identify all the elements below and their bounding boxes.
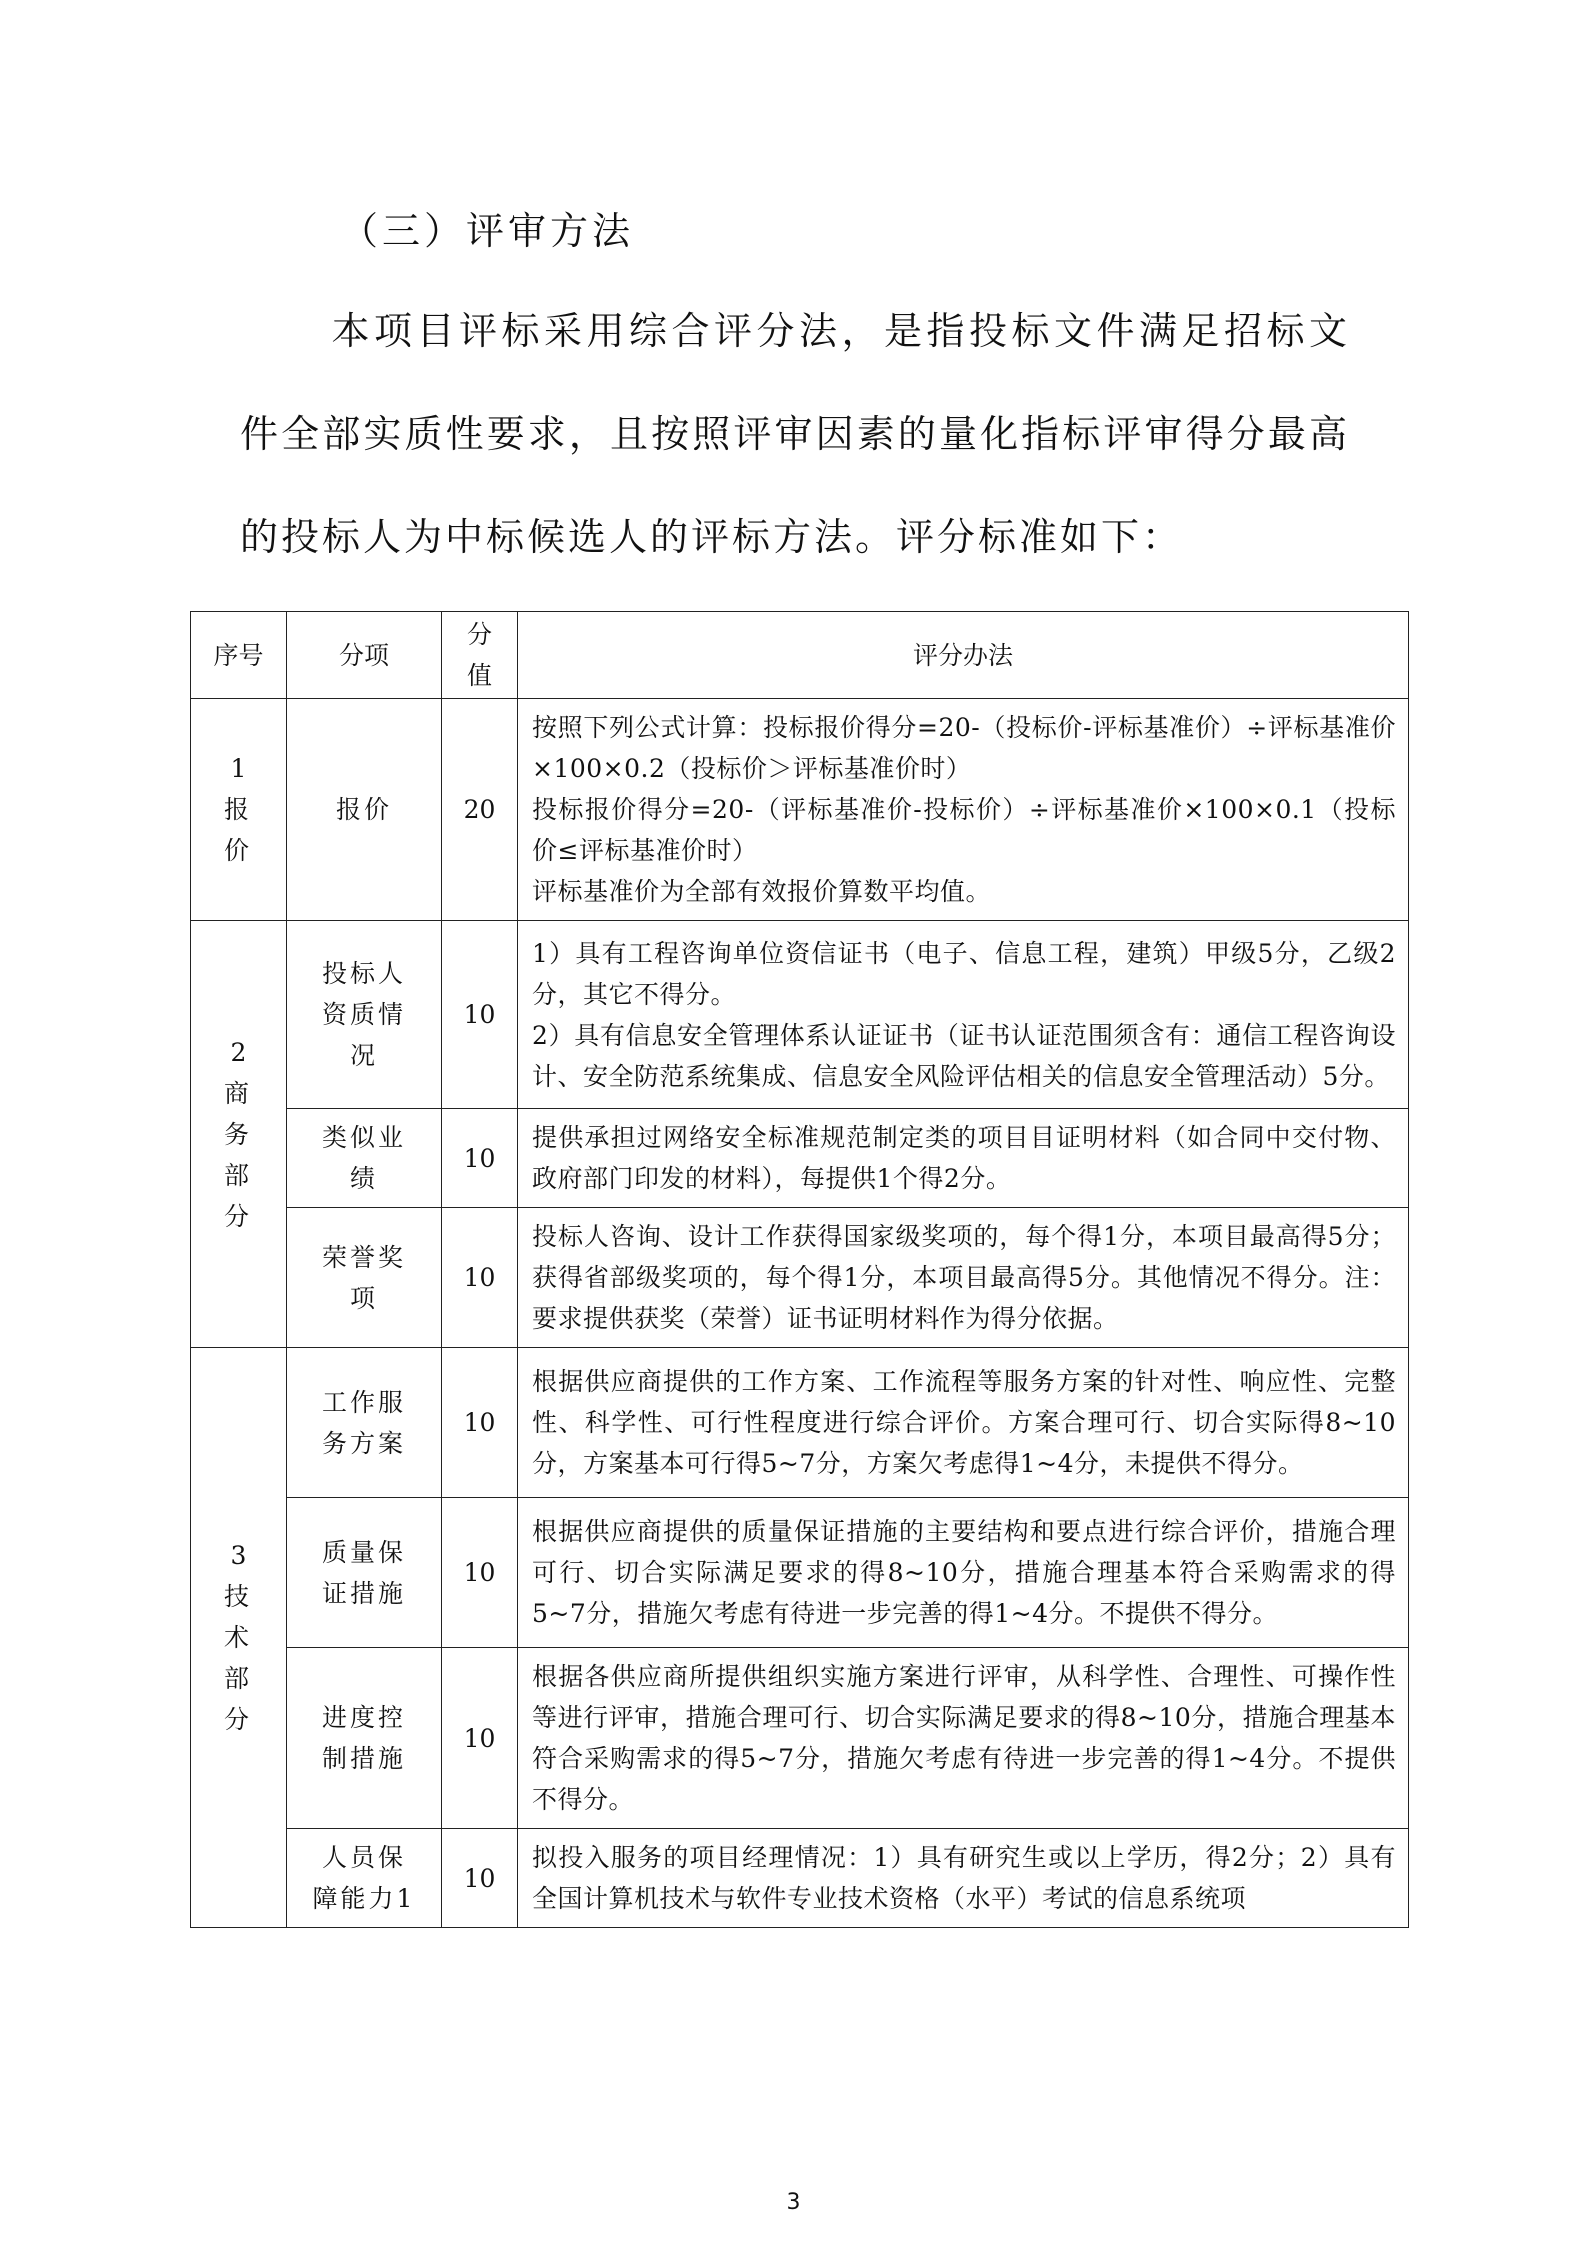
method-line: 2）具有信息安全管理体系认证证书（证书认证范围须含有：通信工程咨询设计、安全防范系统集成、信息安全风险评估相关的信息安全管理活动）5分。 <box>532 1020 1396 1091</box>
table-row <box>191 1109 1409 1208</box>
page-number: 3 <box>786 2190 801 2215</box>
score-cell: 10 <box>442 1348 518 1498</box>
method-cell <box>518 1829 1409 1928</box>
group-name: 技术部分 <box>223 1582 253 1734</box>
score-cell: 10 <box>442 1109 518 1208</box>
table-row <box>191 1348 1409 1498</box>
item-cell: 人员保障能力1 <box>287 1829 442 1928</box>
group-seq: 2 <box>230 1037 247 1067</box>
method-cell <box>518 699 1409 921</box>
intro-paragraph <box>240 280 1350 589</box>
table-row <box>191 1498 1409 1648</box>
group-seq: 1 <box>230 754 247 783</box>
table-body <box>191 699 1409 1928</box>
method-cell <box>518 1348 1409 1498</box>
score-cell: 10 <box>442 1829 518 1928</box>
group-seq-cell <box>191 921 287 1348</box>
score-cell: 10 <box>442 921 518 1109</box>
table-header-row <box>191 612 1409 699</box>
header-seq: 序号 <box>191 612 287 699</box>
group-name: 报价 <box>223 795 253 865</box>
group-seq-cell <box>191 699 287 921</box>
method-line: 投标人咨询、设计工作获得国家级奖项的，每个得1分，本项目最高得5分；获得省部级奖项的，每个得1分，本项目最高得5分。其他情况不得分。注：要求提供获奖（荣誉）证书证明材料作为得分依据。 <box>532 1222 1396 1333</box>
item-cell: 投标人资质情况 <box>287 921 442 1109</box>
header-score: 分值 <box>442 612 518 699</box>
method-line: 投标报价得分=20-（评标基准价-投标价）÷评标基准价×100×0.1（投标价≤评标基准价时） <box>532 795 1396 865</box>
table-row <box>191 1648 1409 1829</box>
method-line: 1）具有工程咨询单位资信证书（电子、信息工程，建筑）甲级5分，乙级2分，其它不得分。 <box>532 938 1396 1009</box>
method-cell <box>518 921 1409 1109</box>
score-cell: 10 <box>442 1208 518 1348</box>
group-seq: 3 <box>230 1541 247 1570</box>
method-line: 根据供应商提供的工作方案、工作流程等服务方案的针对性、响应性、完整性、科学性、可行性程度进行综合评价。方案合理可行、切合实际得8~10分，方案基本可行得5~7分，方案欠考虑得1~4分，未提供不得分。 <box>532 1367 1396 1478</box>
intro-text: 本项目评标采用综合评分法，是指投标文件满足招标文件全部实质性要求，且按照评审因素的量化指标评审得分最高的投标人为中标候选人的评标方法。评分标准如下： <box>240 309 1350 559</box>
table-row <box>191 1208 1409 1348</box>
table-row <box>191 699 1409 921</box>
item-cell: 荣誉奖项 <box>287 1208 442 1348</box>
item-cell: 工作服务方案 <box>287 1348 442 1498</box>
header-item: 分项 <box>287 612 442 699</box>
table-row <box>191 1829 1409 1928</box>
method-line: 按照下列公式计算：投标报价得分=20-（投标价-评标基准价）÷评标基准价×100×0.2（投标价＞评标基准价时） <box>532 713 1396 783</box>
method-line: 拟投入服务的项目经理情况：1）具有研究生或以上学历，得2分；2）具有全国计算机技术与软件专业技术资格（水平）考试的信息系统项 <box>532 1843 1396 1913</box>
section-heading: （三）评审方法 <box>340 209 635 253</box>
score-cell: 10 <box>442 1498 518 1648</box>
header-method: 评分办法 <box>518 612 1409 699</box>
group-name: 商务部分 <box>223 1078 253 1231</box>
method-cell <box>518 1208 1409 1348</box>
item-cell: 质量保证措施 <box>287 1498 442 1648</box>
method-line: 根据供应商提供的质量保证措施的主要结构和要点进行综合评价，措施合理可行、切合实际满足要求的得8~10分，措施合理基本符合采购需求的得5~7分，措施欠考虑有待进一步完善的得1~4分。不提供不得分。 <box>532 1517 1396 1628</box>
method-cell <box>518 1648 1409 1829</box>
method-line: 提供承担过网络安全标准规范制定类的项目目证明材料（如合同中交付物、政府部门印发的材料），每提供1个得2分。 <box>532 1123 1396 1193</box>
table-row <box>191 921 1409 1109</box>
method-line: 评标基准价为全部有效报价算数平均值。 <box>532 877 992 906</box>
method-line: 根据各供应商所提供组织实施方案进行评审，从科学性、合理性、可操作性等进行评审，措施合理可行、切合实际满足要求的得8~10分，措施合理基本符合采购需求的得5~7分，措施欠考虑有待进一步完善的得1~4分。不提供不得分。 <box>532 1662 1396 1814</box>
item-cell: 进度控制措施 <box>287 1648 442 1829</box>
group-seq-cell <box>191 1348 287 1928</box>
score-cell: 10 <box>442 1648 518 1829</box>
method-cell <box>518 1109 1409 1208</box>
method-cell <box>518 1498 1409 1648</box>
scoring-table <box>190 611 1409 1928</box>
item-cell: 类似业绩 <box>287 1109 442 1208</box>
item-cell: 报价 <box>287 699 442 921</box>
score-cell: 20 <box>442 699 518 921</box>
